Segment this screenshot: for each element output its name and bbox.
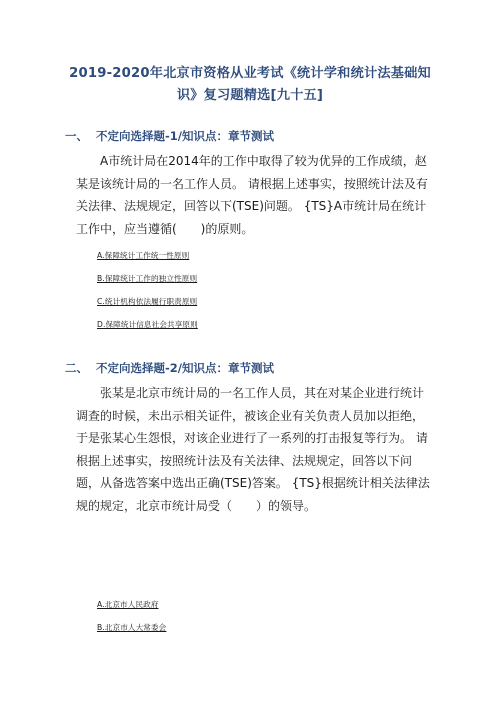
option-1b[interactable]: B.保障统计工作的独立性原则 <box>97 274 198 283</box>
option-1c[interactable]: C.统计机构依法履行职责原则 <box>97 297 198 306</box>
question-text-1: A市统计局在2014年的工作中取得了较为优异的工作成绩，赵某是该统计局的一名工作人员。 请根据上述事实，按照统计法及有关法律、法规规定，回答以下(TSE)问题。 {TS}A市统计局在统计工作中，应当遵循( )的原则。 <box>76 154 428 236</box>
option-1d[interactable]: D.保障统计信息社会共享原则 <box>97 320 198 329</box>
question-text-2: 张某是北京市统计局的一名工作人员，其在对某企业进行统计调查的时候，未出示相关证件，被该企业有关负责人员加以拒绝，于是张某心生怨恨，对该企业进行了一系列的打击报复等行为。 请根据上述事实，按照统计法及有关法律、法规规定，回答以下问题，从备选答案中选出正确(TSE)答案。 {TS}根据统计相关法律法规的规定，北京市统计局受（ ）的领导。 <box>76 386 430 513</box>
option-2b[interactable]: B.北京市人大常委会 <box>97 623 167 632</box>
section-number: 一、 <box>65 129 88 143</box>
document-title: 2019-2020年北京市资格从业考试《统计学和统计法基础知识》复习题精选[九十五] <box>69 66 431 103</box>
section-number: 二、 <box>65 361 88 375</box>
section-title: 不定向选择题-2/知识点：章节测试 <box>96 361 274 375</box>
section-heading-2 <box>65 360 274 376</box>
option-2a[interactable]: A.北京市人民政府 <box>97 600 159 609</box>
option-1a[interactable]: A.保障统计工作统一性原则 <box>97 251 190 260</box>
section-title: 不定向选择题-1/知识点：章节测试 <box>96 129 274 143</box>
section-heading-1 <box>65 128 274 144</box>
